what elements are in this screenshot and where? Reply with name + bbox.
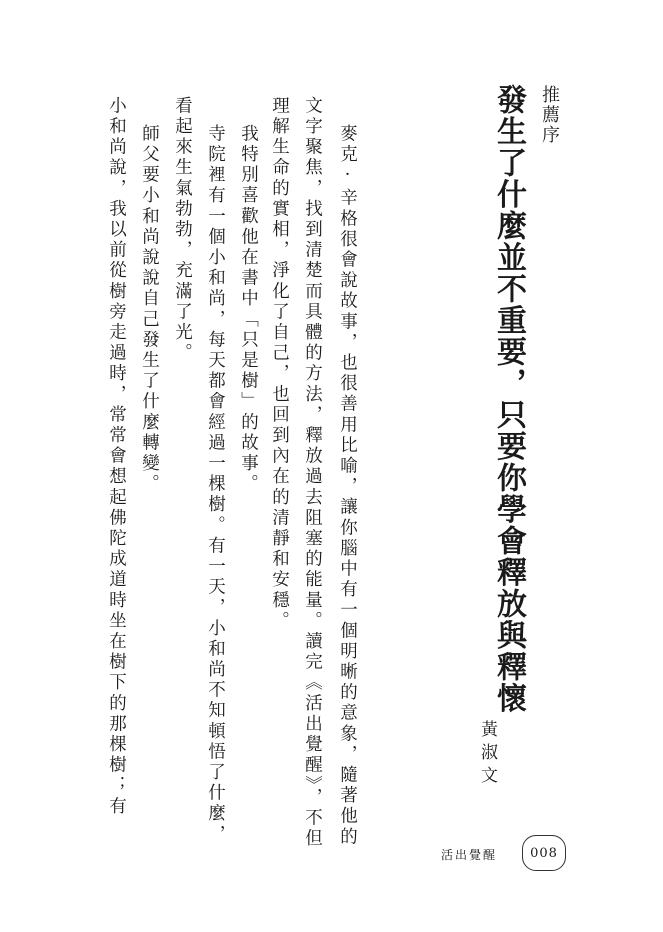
page-number: 008 xyxy=(530,845,558,861)
body-text-line: 我特別喜歡他在書中「只是樹」的故事。 xyxy=(238,124,259,495)
body-text-line: 理解生命的實相，淨化了自己，也回到內在的清靜和安穩。 xyxy=(269,96,290,632)
body-text-line: 文字聚焦，找到清楚而具體的方法，釋放過去阻塞的能量。讀完《活出覺醒》，不但 xyxy=(302,96,323,850)
author-name: 黃淑文 xyxy=(477,720,497,789)
body-text-line: 寺院裡有一個小和尚，每天都會經過一棵樹。有一天，小和尚不知頓悟了什麼， xyxy=(205,124,226,845)
body-text-line: 看起來生氣勃勃，充滿了光。 xyxy=(172,96,193,364)
body-text-line: 麥克·辛格很會說故事，也很善用比喻，讓你腦中有一個明晰的意象，隨著他的 xyxy=(337,124,358,848)
page-number-badge xyxy=(522,835,566,871)
body-text-line: 小和尚說，我以前從樹旁走過時，常常會想起佛陀成道時坐在樹下的那棵樹；有 xyxy=(106,96,127,817)
section-label: 推薦序 xyxy=(539,85,560,145)
running-footer-title: 活出覺醒 xyxy=(441,848,498,862)
body-text-line: 師父要小和尚說說自己發生了什麼轉變。 xyxy=(139,124,160,495)
chapter-title: 發生了什麼並不重要，只要你學會釋放與釋懷 xyxy=(491,84,526,714)
